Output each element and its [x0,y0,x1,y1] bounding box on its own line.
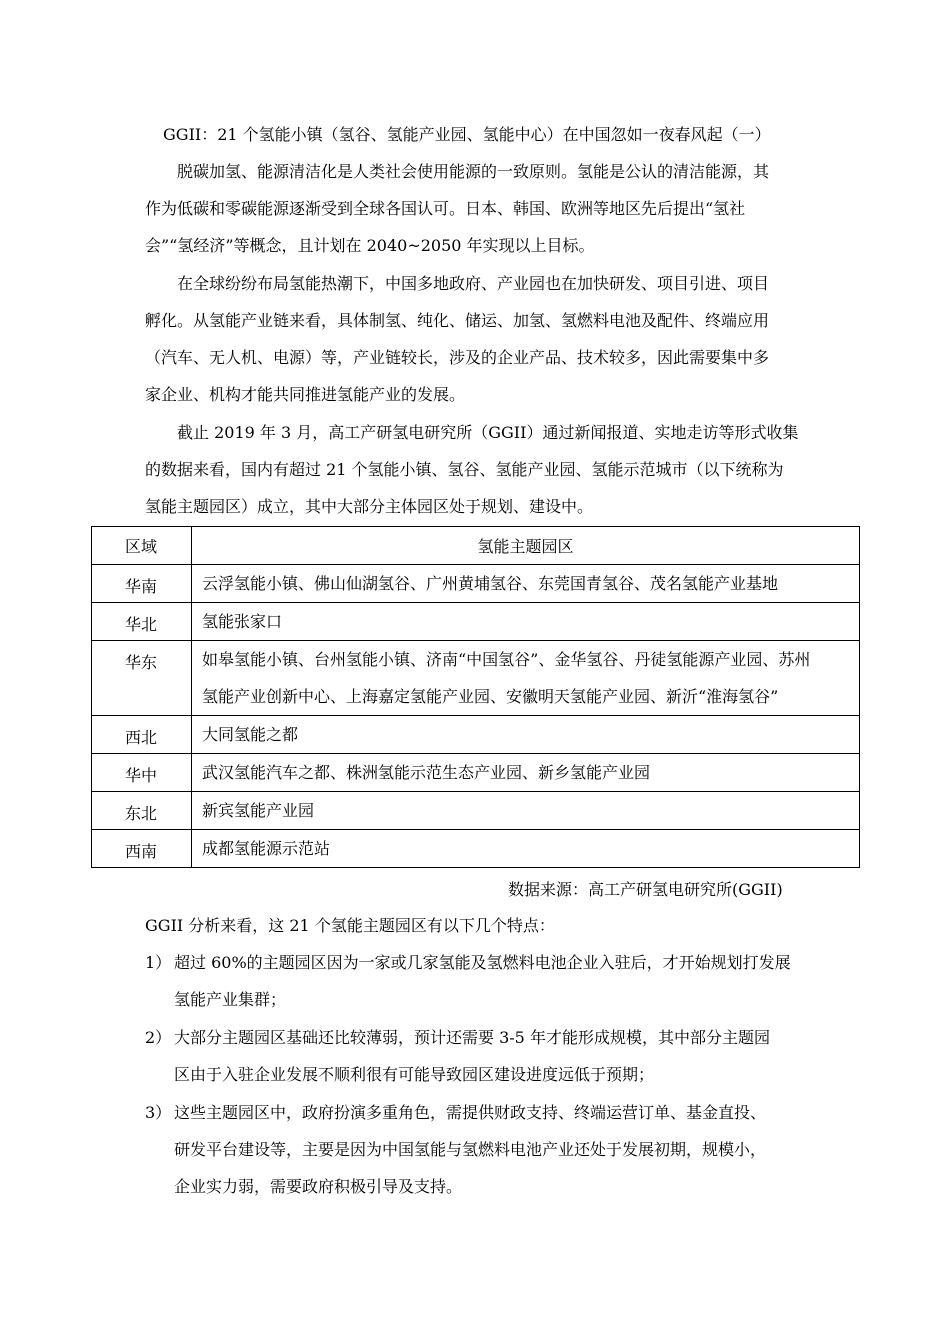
table-row [92,565,860,603]
paragraph-line: 截止 2019 年 3 月，高工产研氢电研究所（GGII）通过新闻报道、实地走访等形式收集 [177,423,799,442]
paragraph-line: （汽车、无人机、电源）等，产业链较长，涉及的企业产品、技术较多，因此需要集中多 [145,348,770,367]
parks-cell [192,754,860,792]
region-cell: 东北 [92,792,192,830]
paragraph-line: 家企业、机构才能共同推进氢能产业的发展。 [145,385,466,404]
point-line: 氢能产业集群； [174,990,287,1009]
point-line: 企业实力弱，需要政府积极引导及支持。 [174,1177,463,1196]
point-line: 这些主题园区中，政府扮演多重角色，需提供财政支持、终端运营订单、基金直投、 [174,1103,767,1122]
paragraph-line: 孵化。从氢能产业链来看，具体制氢、纯化、储运、加氢、氢燃料电池及配件、终端应用 [145,311,770,330]
header-region: 区域 [92,527,192,565]
region-cell: 西南 [92,830,192,868]
paragraph-line: 在全球纷纷布局氢能热潮下，中国多地政府、产业园也在加快研发、项目引进、项目 [177,274,770,293]
parks-cell [192,792,860,830]
document-title: GGII：21 个氢能小镇（氢谷、氢能产业园、氢能中心）在中国忽如一夜春风起（一） [163,125,771,144]
analysis-intro: GGII 分析来看，这 21 个氢能主题园区有以下几个特点： [145,916,555,935]
parks-line: 大同氢能之都 [202,725,299,744]
header-parks: 氢能主题园区 [192,527,860,565]
hydrogen-parks-table [91,526,860,868]
parks-line: 新宾氢能产业园 [202,801,315,820]
point-line: 研发平台建设等，主要是因为中国氢能与氢燃料电池产业还处于发展初期，规模小， [174,1140,767,1159]
paragraph-line: 的数据来看，国内有超过 21 个氢能小镇、氢谷、氢能产业园、氢能示范城市（以下统称为 [145,460,784,479]
point-line: 区由于入驻企业发展不顺利很有可能导致园区建设进度远低于预期； [174,1065,655,1084]
region-cell: 西北 [92,716,192,754]
table-row [92,603,860,641]
table-row [92,830,860,868]
region-cell: 华东 [92,641,192,716]
parks-line: 如皋氢能小镇、台州氢能小镇、济南“中国氢谷”、金华氢谷、丹徒氢能源产业园、苏州 [202,650,811,669]
region-cell: 华南 [92,565,192,603]
parks-cell [192,603,860,641]
parks-cell [192,830,860,868]
parks-cell [192,641,860,716]
parks-cell [192,565,860,603]
point-line: 大部分主题园区基础还比较薄弱，预计还需要 3-5 年才能形成规模，其中部分主题园 [174,1028,770,1047]
data-source-note: 数据来源：高工产研氢电研究所(GGII) [508,880,783,899]
parks-line: 氢能张家口 [202,612,283,631]
paragraph-line: 氢能主题园区）成立，其中大部分主体园区处于规划、建设中。 [145,497,594,516]
parks-cell [192,716,860,754]
parks-line: 成都氢能源示范站 [202,839,331,858]
paragraph-line: 脱碳加氢、能源清洁化是人类社会使用能源的一致原则。氢能是公认的清洁能源，其 [177,162,770,181]
region-cell: 华中 [92,754,192,792]
table-header-row [92,527,860,565]
region-cell: 华北 [92,603,192,641]
paragraph-line: 作为低碳和零碳能源逐渐受到全球各国认可。日本、韩国、欧洲等地区先后提出“氢社 [145,199,746,218]
point-line: 超过 60%的主题园区因为一家或几家氢能及氢燃料电池企业入驻后，才开始规划打发展 [174,953,791,972]
paragraph-line: 会”“氢经济”等概念，且计划在 2040~2050 年实现以上目标。 [145,236,595,255]
point-number: 1） [145,953,172,972]
table-row [92,792,860,830]
parks-line: 武汉氢能汽车之都、株洲氢能示范生态产业园、新乡氢能产业园 [202,763,651,782]
point-number: 3） [145,1103,172,1122]
parks-line: 氢能产业创新中心、上海嘉定氢能产业园、安徽明天氢能产业园、新沂“淮海氢谷” [202,687,779,706]
parks-line: 云浮氢能小镇、佛山仙湖氢谷、广州黄埔氢谷、东莞国青氢谷、茂名氢能产业基地 [202,574,779,593]
table-row [92,716,860,754]
table-row [92,754,860,792]
point-number: 2） [145,1028,172,1047]
table-row [92,641,860,716]
